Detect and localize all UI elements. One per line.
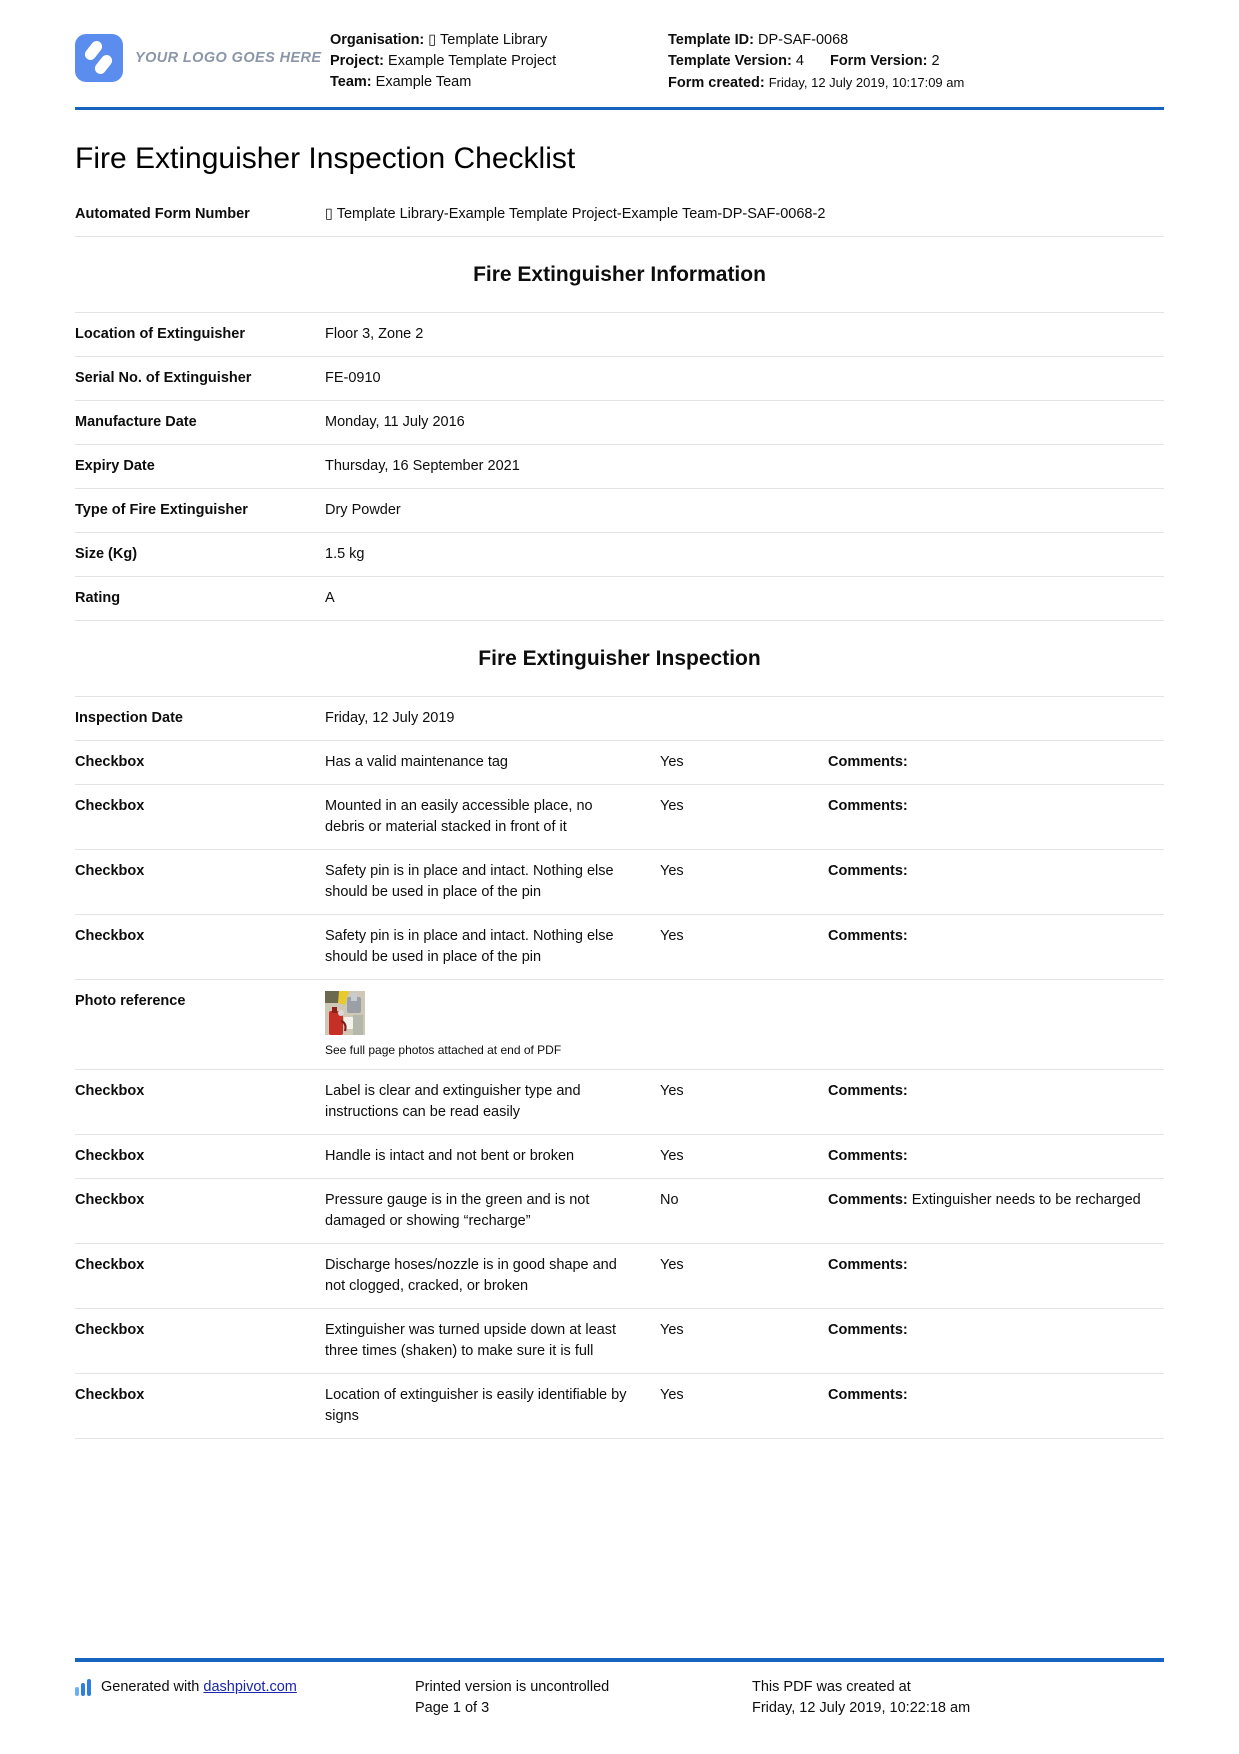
info-label: Expiry Date [75, 458, 155, 474]
comments-label: Comments: [828, 754, 908, 770]
footer-divider-rule [75, 1658, 1164, 1662]
photo-reference-label: Photo reference [75, 993, 186, 1009]
checkbox-comments [828, 752, 1164, 773]
footer-generated [75, 1677, 415, 1719]
project-value: Example Template Project [388, 53, 557, 69]
checkbox-answer: Yes [660, 863, 684, 879]
info-row [75, 357, 1164, 401]
checkbox-answer: Yes [660, 1083, 684, 1099]
template-id-label: Template ID: [668, 32, 754, 48]
checklist-row [75, 1179, 1164, 1244]
info-value: Dry Powder [325, 502, 401, 518]
info-label: Manufacture Date [75, 414, 197, 430]
checkbox-answer: Yes [660, 1148, 684, 1164]
checkbox-description: Location of extinguisher is easily identifiable by signs [325, 1387, 627, 1424]
checkbox-comments [828, 1255, 1164, 1297]
comments-value: Extinguisher needs to be recharged [911, 1192, 1141, 1208]
checklist-row [75, 1135, 1164, 1179]
checkbox-label: Checkbox [75, 1257, 145, 1273]
logo-pill-icon [93, 53, 115, 76]
template-id-value: DP-SAF-0068 [757, 32, 849, 48]
checkbox-label: Checkbox [75, 1322, 145, 1338]
auto-form-number-row [75, 193, 1164, 237]
info-value: A [325, 590, 335, 606]
checkbox-description: Discharge hoses/nozzle is in good shape and not clogged, cracked, or broken [325, 1257, 617, 1294]
header-meta-left [330, 30, 668, 93]
checkbox-comments [828, 1320, 1164, 1362]
checkbox-description: Mounted in an easily accessible place, no debris or material stacked in front of it [325, 798, 593, 835]
checklist-row [75, 785, 1164, 850]
checkbox-description: Label is clear and extinguisher type and instructions can be read easily [325, 1083, 581, 1120]
info-value: Floor 3, Zone 2 [325, 326, 424, 342]
checkbox-answer: Yes [660, 928, 684, 944]
checklist-row [75, 915, 1164, 980]
checkbox-label: Checkbox [75, 863, 145, 879]
checklist-row [75, 1309, 1164, 1374]
template-version-label: Template Version: [668, 53, 792, 69]
organisation-label: Organisation: [330, 32, 425, 48]
checkbox-description: Safety pin is in place and intact. Nothing else should be used in place of the pin [325, 863, 614, 900]
pdf-created-timestamp: Friday, 12 July 2019, 10:22:18 am [752, 1700, 971, 1716]
checkbox-answer: Yes [660, 1387, 684, 1403]
info-row [75, 313, 1164, 357]
organisation-value: ▯ Template Library [428, 32, 548, 48]
info-row [75, 489, 1164, 533]
checkbox-label: Checkbox [75, 1192, 145, 1208]
footer-created-info [752, 1677, 1164, 1719]
footer-print-info [415, 1677, 752, 1719]
comments-label: Comments: [828, 1257, 908, 1273]
checklist-row [75, 741, 1164, 785]
auto-form-number-value: ▯ Template Library-Example Template Project-Example Team-DP-SAF-0068-2 [325, 206, 826, 222]
generated-with-text: Generated with [101, 1679, 200, 1695]
page-header [75, 30, 1164, 94]
template-version-value: 4 [795, 53, 804, 69]
info-label: Serial No. of Extinguisher [75, 370, 252, 386]
photo-reference-cell [325, 991, 1164, 1058]
checkbox-label: Checkbox [75, 928, 145, 944]
checklist-row [75, 1070, 1164, 1135]
checkbox-label: Checkbox [75, 754, 145, 770]
auto-form-number-label: Automated Form Number [75, 206, 250, 222]
checkbox-description: Has a valid maintenance tag [325, 754, 508, 770]
checkbox-label: Checkbox [75, 1083, 145, 1099]
checkbox-comments [828, 861, 1164, 903]
checkbox-description: Safety pin is in place and intact. Nothing else should be used in place of the pin [325, 928, 614, 965]
info-label: Size (Kg) [75, 546, 138, 562]
comments-label: Comments: [828, 928, 908, 944]
team-label: Team: [330, 74, 372, 90]
checkbox-label: Checkbox [75, 1387, 145, 1403]
header-meta-right [668, 30, 1164, 94]
checkbox-comments [828, 926, 1164, 968]
info-row [75, 401, 1164, 445]
section-heading-information: Fire Extinguisher Information [75, 237, 1164, 313]
comments-label: Comments: [828, 1148, 908, 1164]
inspection-date-row [75, 697, 1164, 741]
info-label: Type of Fire Extinguisher [75, 502, 248, 518]
page-number-text: Page 1 of 3 [415, 1700, 490, 1716]
checkbox-answer: Yes [660, 798, 684, 814]
section-heading-inspection: Fire Extinguisher Inspection [75, 621, 1164, 697]
checkbox-answer: Yes [660, 754, 684, 770]
checklist-row [75, 1244, 1164, 1309]
checkbox-label: Checkbox [75, 1148, 145, 1164]
info-row [75, 533, 1164, 577]
checkbox-description: Pressure gauge is in the green and is not damaged or showing “recharge” [325, 1192, 590, 1229]
checkbox-description: Extinguisher was turned upside down at least three times (shaken) to make sure it is full [325, 1322, 616, 1359]
page-footer [75, 1658, 1164, 1719]
logo-area [75, 30, 330, 82]
checkbox-description: Handle is intact and not bent or broken [325, 1148, 575, 1164]
info-value: FE-0910 [325, 370, 381, 386]
company-logo-icon [75, 34, 123, 82]
comments-label: Comments: [828, 1192, 908, 1208]
inspection-date-label: Inspection Date [75, 710, 183, 726]
photo-thumbnail [325, 991, 365, 1035]
checklist-row [75, 1374, 1164, 1439]
comments-label: Comments: [828, 798, 908, 814]
checkbox-comments [828, 1385, 1164, 1427]
project-label: Project: [330, 53, 384, 69]
checkbox-answer: No [660, 1192, 679, 1208]
info-value: Thursday, 16 September 2021 [325, 458, 520, 474]
form-version-value: 2 [931, 53, 940, 69]
checkbox-label: Checkbox [75, 798, 145, 814]
inspection-date-value: Friday, 12 July 2019 [325, 710, 455, 726]
info-label: Rating [75, 590, 121, 606]
logo-placeholder-text: YOUR LOGO GOES HERE [135, 49, 322, 66]
info-value: 1.5 kg [325, 546, 365, 562]
pdf-created-label: This PDF was created at [752, 1679, 911, 1695]
checkbox-comments [828, 796, 1164, 838]
page-title: Fire Extinguisher Inspection Checklist [75, 142, 576, 175]
comments-label: Comments: [828, 1083, 908, 1099]
photo-caption: See full page photos attached at end of PDF [325, 1043, 562, 1057]
form-version-label: Form Version: [829, 53, 928, 69]
dashpivot-link[interactable]: dashpivot.com [203, 1679, 297, 1695]
checkbox-answer: Yes [660, 1257, 684, 1273]
comments-label: Comments: [828, 1322, 908, 1338]
dashpivot-bars-icon [75, 1679, 93, 1697]
team-value: Example Team [375, 74, 472, 90]
info-row [75, 445, 1164, 489]
header-divider-rule [75, 107, 1164, 110]
printed-version-text: Printed version is uncontrolled [415, 1679, 610, 1695]
comments-label: Comments: [828, 863, 908, 879]
comments-label: Comments: [828, 1387, 908, 1403]
checkbox-comments [828, 1146, 1164, 1167]
info-value: Monday, 11 July 2016 [325, 414, 465, 430]
checkbox-comments [828, 1081, 1164, 1123]
info-label: Location of Extinguisher [75, 326, 245, 342]
checklist-row [75, 850, 1164, 915]
form-created-label: Form created: [668, 75, 765, 91]
info-row [75, 577, 1164, 621]
checkbox-answer: Yes [660, 1322, 684, 1338]
photo-reference-row [75, 980, 1164, 1070]
checkbox-comments [828, 1190, 1164, 1232]
form-created-value: Friday, 12 July 2019, 10:17:09 am [768, 75, 965, 90]
